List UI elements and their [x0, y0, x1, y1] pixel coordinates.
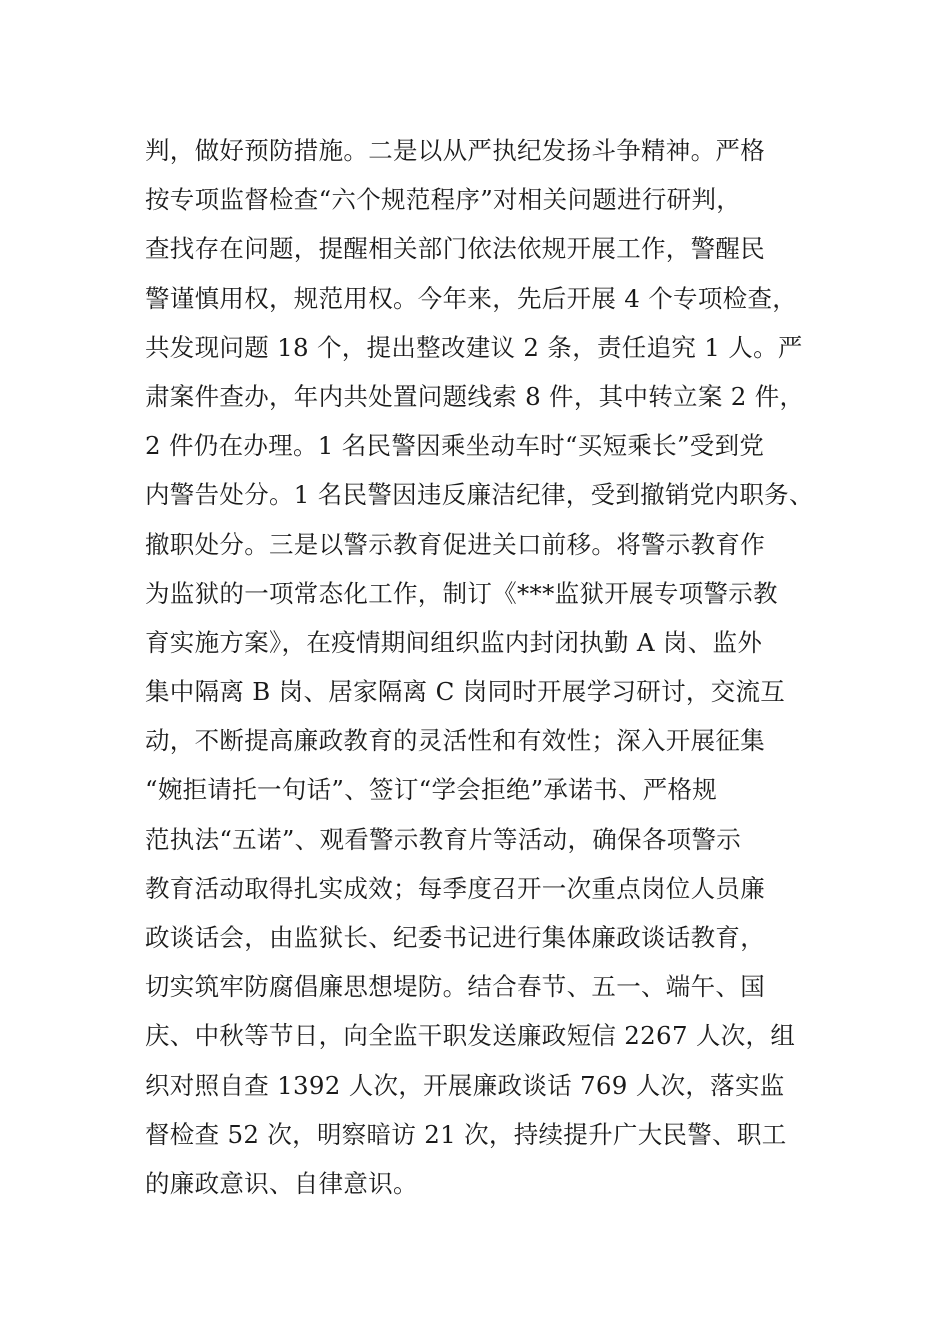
text-line: 共发现问题 18 个，提出整改建议 2 条，责任追究 1 人。严: [145, 332, 803, 362]
text-line: 切实筑牢防腐倡廉思想堤防。结合春节、五一、端午、国: [145, 972, 765, 1002]
text-line: 2 件仍在办理。1 名民警因乘坐动车时“买短乘长”受到党: [145, 431, 765, 461]
text-line: 范执法“五诺”、观看警示教育片等活动，确保各项警示: [145, 824, 742, 854]
document-body: [145, 126, 845, 1208]
text-line: 的廉政意识、自律意识。: [145, 1168, 418, 1198]
text-line: 查找存在问题，提醒相关部门依法依规开展工作，警醒民: [145, 234, 765, 264]
text-line: 肃案件查办，年内共处置问题线索 8 件，其中转立案 2 件，: [145, 381, 805, 411]
text-line: 庆、中秋等节日，向全监干职发送廉政短信 2267 人次，组: [145, 1021, 796, 1051]
text-line: “婉拒请托一句话”、签订“学会拒绝”承诺书、严格规: [145, 775, 718, 805]
text-line: 教育活动取得扎实成效；每季度召开一次重点岗位人员廉: [145, 873, 765, 903]
text-line: 警谨慎用权，规范用权。今年来，先后开展 4 个专项检查，: [145, 283, 798, 313]
text-line: 为监狱的一项常态化工作，制订《***监狱开展专项警示教: [145, 578, 778, 608]
text-line: 集中隔离 B 岗、居家隔离 C 岗同时开展学习研讨，交流互: [145, 677, 786, 707]
text-line: 判，做好预防措施。二是以从严执纪发扬斗争精神。严格: [145, 136, 765, 165]
text-line: 织对照自查 1392 人次，开展廉政谈话 769 人次，落实监: [145, 1070, 785, 1100]
text-line: 按专项监督检查“六个规范程序”对相关问题进行研判，: [145, 185, 742, 215]
text-line: 政谈话会，由监狱长、纪委书记进行集体廉政谈话教育，: [145, 923, 765, 952]
text-line: 内警告处分。1 名民警因违反廉洁纪律，受到撤销党内职务、: [145, 480, 814, 510]
text-line: 育实施方案》，在疫情期间组织监内封闭执勤 A 岗、监外: [145, 627, 763, 657]
text-line: 督检查 52 次，明察暗访 21 次，持续提升广大民警、职工: [145, 1119, 787, 1149]
text-line: 动，不断提高廉政教育的灵活性和有效性；深入开展征集: [145, 726, 765, 756]
text-line: 撤职处分。三是以警示教育促进关口前移。将警示教育作: [145, 529, 765, 559]
